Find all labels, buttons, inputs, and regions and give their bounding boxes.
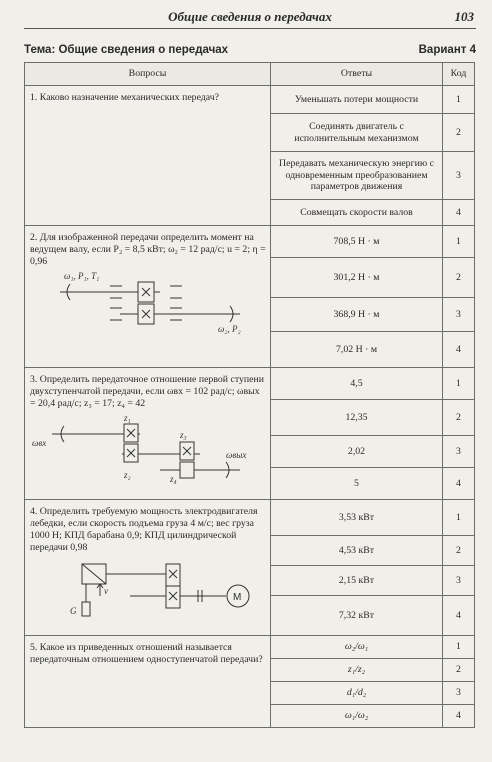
label-w-out: ωвых (226, 449, 247, 460)
question-1 (25, 86, 271, 226)
answer-option[interactable]: 4,5 (271, 368, 443, 400)
question-2 (25, 226, 271, 368)
question-5 (25, 636, 271, 728)
column-header-questions: Вопросы (25, 63, 271, 86)
answer-code: 4 (443, 200, 475, 226)
answer-option[interactable]: Соединять двигатель с исполнительным механизмом (271, 114, 443, 152)
label-z1: z₁ (124, 412, 131, 423)
table-row (25, 636, 475, 659)
answer-code: 4 (443, 468, 475, 500)
winch-diagram (30, 556, 266, 628)
answer-code: 1 (443, 636, 475, 659)
answer-option[interactable]: 368,9 Н · м (271, 298, 443, 332)
answer-code: 4 (443, 332, 475, 368)
running-header (24, 6, 476, 29)
question-5-text: 5. Какое из приведенных отношений называется передаточным отношением одноступенчатой передачи? (30, 642, 263, 665)
variant-label: Вариант 4 (418, 44, 476, 56)
answer-option[interactable]: 3,53 кВт (271, 500, 443, 536)
label-z4: z₄ (170, 473, 177, 484)
answer-option[interactable]: 7,02 Н · м (271, 332, 443, 368)
answer-option[interactable]: 7,32 кВт (271, 596, 443, 636)
answer-code: 2 (443, 258, 475, 298)
answer-code: 4 (443, 705, 475, 728)
table-row (25, 368, 475, 400)
output-shaft-label: ω₂, P₂ (218, 323, 241, 334)
answer-option[interactable]: Передавать механическую энергию с одновременным преобразованием параметров движения (271, 152, 443, 200)
answer-option[interactable]: d₁/d₂ (271, 682, 443, 705)
speed-label: v (104, 585, 108, 596)
answer-option[interactable]: 2,15 кВт (271, 566, 443, 596)
table-row (25, 226, 475, 258)
weight-label: G (70, 605, 77, 616)
column-header-answers: Ответы (271, 63, 443, 86)
answer-code: 2 (443, 536, 475, 566)
table-row (25, 86, 475, 114)
label-z2: z₂ (124, 469, 131, 480)
answer-code: 2 (443, 114, 475, 152)
answer-option[interactable]: Уменьшать потери мощности (271, 86, 443, 114)
answer-code: 3 (443, 152, 475, 200)
topic-row (24, 44, 476, 62)
answer-option[interactable]: Совмещать скорости валов (271, 200, 443, 226)
question-1-text: 1. Каково назначение механических передач? (30, 92, 220, 103)
answer-code: 4 (443, 596, 475, 636)
answer-option[interactable]: 5 (271, 468, 443, 500)
answer-code: 1 (443, 368, 475, 400)
answer-code: 3 (443, 436, 475, 468)
question-4 (25, 500, 271, 636)
answer-code: 1 (443, 500, 475, 536)
motor-label: М (233, 591, 242, 603)
answer-code: 3 (443, 682, 475, 705)
answer-code: 3 (443, 298, 475, 332)
gear-pair-diagram (30, 270, 266, 342)
page-number: 103 (454, 9, 474, 24)
running-title: Общие сведения о передачах (168, 9, 332, 24)
column-header-code: Код (443, 63, 475, 86)
table-header-row (25, 63, 475, 86)
answer-option[interactable]: 2,02 (271, 436, 443, 468)
answer-code: 3 (443, 566, 475, 596)
answer-option[interactable]: z₁/z₂ (271, 659, 443, 682)
topic-label: Тема: Общие сведения о передачах (24, 44, 229, 56)
answer-code: 2 (443, 400, 475, 436)
quiz-table (24, 62, 475, 728)
answer-code: 2 (443, 659, 475, 682)
answer-code: 1 (443, 86, 475, 114)
input-shaft-label: ω₁, P₁, T₁ (64, 270, 100, 281)
two-stage-gear-diagram (30, 412, 266, 484)
answer-option[interactable]: ω₁/ω₂ (271, 705, 443, 728)
answer-code: 1 (443, 226, 475, 258)
table-row (25, 500, 475, 536)
answer-option[interactable]: 708,5 Н · м (271, 226, 443, 258)
answer-option[interactable]: 12,35 (271, 400, 443, 436)
answer-option[interactable]: 4,53 кВт (271, 536, 443, 566)
label-w-in: ωвх (32, 437, 47, 448)
question-3-text: 3. Определить передаточное отношение первой ступени двухступенчатой передачи, если ωвх = 102 рад/с; ωвых = 20,4 рад/с; z₃ = 17; z₄ = 42 (30, 374, 264, 409)
label-z3: z₃ (180, 429, 187, 440)
question-2-text: 2. Для изображенной передачи определить момент на ведущем валу, если P₂ = 8,5 кВт; ω₂ = 12 рад/с; u = 2; η = 0,96 (30, 232, 266, 267)
answer-option[interactable]: 301,2 Н · м (271, 258, 443, 298)
question-3 (25, 368, 271, 500)
answer-option[interactable]: ω₂/ω₁ (271, 636, 443, 659)
question-4-text: 4. Определить требуемую мощность электродвигателя лебедки, если скорость подъема груза 4 м/с; вес груза 1000 Н; КПД барабана 0,9; КПД цилиндрической передачи 0,98 (30, 506, 258, 553)
